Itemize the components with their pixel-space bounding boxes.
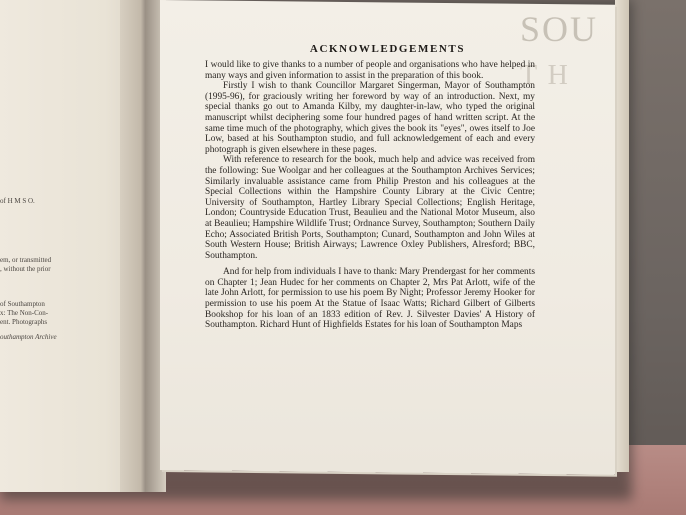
page-title: ACKNOWLEDGEMENTS [309, 43, 466, 55]
paragraph: With reference to research for the book, much help and advice was received from the following: Sue Woolgar and her colleagues at the Southampton Archives Services; Similarly invaluable assistance came from Philip Preston and his colleagues at the Special Collections within the Hampshire County Library at the Civic Centre; University of Southampton, Hartley Library Special Collections; English Heritage, London; Countryside Education Trust, Beaulieu and the National Motor Museum, also at Beaulieu; Hampshire Wildlife Trust; Ordnance Survey, Southampton; Southern Daily Echo; Associated British Ports, Southampton; Cunard, Southampton and John Wiles at South Western House; British Airways; Lawrence Oxley Publishers, Alresford; BBC, Southampton. [205, 155, 535, 261]
paragraph: I would like to give thanks to a number of people and organisations who have helped in many ways and given information to assist in the preparation of this book. [205, 60, 535, 81]
left-page-text: of Southampton [0, 300, 45, 308]
page-edge [615, 0, 629, 472]
paragraph: Firstly I wish to thank Councillor Margaret Singerman, Mayor of Southampton (1995-96), for graciously writing her foreword by way of an introduction. Next, my special thanks go out to Amanda Kilby, my daughter-in-law, who typed the original manuscript whilst deciphering some four hundred pages of hand written script. At the same time much of the photography, which gives the book its "eyes", owes itself to Joe Low, based at his Southampton studio, and full acknowledgement of each and every photograph is given elsewhere in these pages. [205, 81, 535, 155]
left-page-text: x: The Non-Con- [0, 309, 49, 317]
acknowledgements-body [205, 60, 535, 331]
left-page-text: ent. Photographs [0, 318, 48, 326]
paragraph: And for help from individuals I have to thank: Mary Prendergast for her comments on Chapter 1; Jean Hudec for her comments on Chapter 2, Mrs Pat Arlott, wife of the late John Arlott, for permission to use his poem By Night; Professor Jeremy Hooker for permission to use his poem At the Statue of Isaac Watts; Richard Gilbert of Gilberts Bookshop for his loan of an 1833 edition of Rev. J. Silvester Davies' A History of Southampton. Richard Hunt of Highfields Estates for his loan of Southampton Maps [205, 267, 535, 331]
left-page-text: , without the prior [0, 265, 51, 273]
ghost-text: T H [520, 60, 570, 91]
left-page-text: em, or transmitted [0, 256, 52, 264]
left-page-text: outhampton Archive [0, 333, 57, 341]
ghost-text: SOU [520, 9, 599, 49]
left-page-text: of H M S O. [0, 197, 35, 205]
